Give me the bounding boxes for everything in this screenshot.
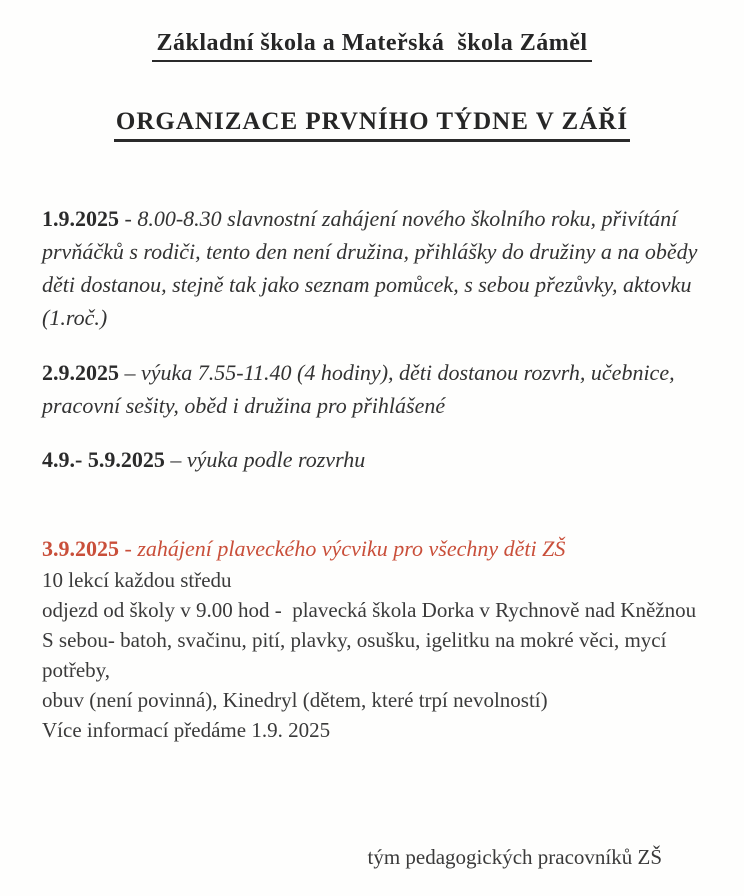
swimming-date: 3.9.2025 <box>42 536 119 561</box>
entry-separator: – <box>164 447 187 472</box>
entry-date: 1.9.2025 <box>42 206 119 231</box>
document-body <box>0 202 744 745</box>
swimming-title: zahájení plaveckého výcviku pro všechny děti ZŠ <box>137 536 566 561</box>
entry-date: 2.9.2025 <box>42 360 119 385</box>
entry-text: 8.00-8.30 slavnostní zahájení nového školního roku, přivítání prvňáčků s rodiči, tento den není družina, přihlášky do družiny a na obědy děti dostanou, stejně tak jako seznam pomůcek, s sebou přezůvky, aktovku (1.roč.) <box>42 206 703 330</box>
page-title: ORGANIZACE PRVNÍHO TÝDNE V ZÁŘÍ <box>114 108 630 142</box>
entry-separator: - <box>119 206 138 231</box>
swimming-detail-line: obuv (není povinná), Kinedryl (dětem, které trpí nevolností) <box>42 688 548 712</box>
swimming-detail-line: 10 lekcí každou středu <box>42 568 232 592</box>
document-header <box>0 0 744 62</box>
swimming-section <box>42 532 702 745</box>
schedule-entry <box>42 356 702 422</box>
school-name-title: Základní škola a Mateřská škola Záměl <box>152 30 591 62</box>
schedule-entry <box>42 443 702 476</box>
swimming-separator: - <box>119 536 138 561</box>
swimming-detail-line: S sebou- batoh, svačinu, pití, plavky, osušku, igelitku na mokré věci, mycí potřeby, <box>42 628 672 682</box>
entry-date: 4.9.- 5.9.2025 <box>42 447 165 472</box>
footer-credit: tým pedagogických pracovníků ZŠ <box>367 845 662 869</box>
entry-text: výuka 7.55-11.40 (4 hodiny), děti dostanou rozvrh, učebnice, pracovní sešity, oběd i družina pro přihlášené <box>42 360 681 418</box>
schedule-entry <box>42 202 702 334</box>
swimming-detail-line: Více informací předáme 1.9. 2025 <box>42 718 331 742</box>
entry-separator: – <box>119 360 141 385</box>
swimming-heading <box>42 532 702 565</box>
swimming-detail-line: odjezd od školy v 9.00 hod - plavecká škola Dorka v Rychnově nad Kněžnou <box>42 598 697 622</box>
entry-text: výuka podle rozvrhu <box>186 447 366 472</box>
document-heading-row <box>0 108 744 142</box>
swimming-details <box>42 565 702 745</box>
